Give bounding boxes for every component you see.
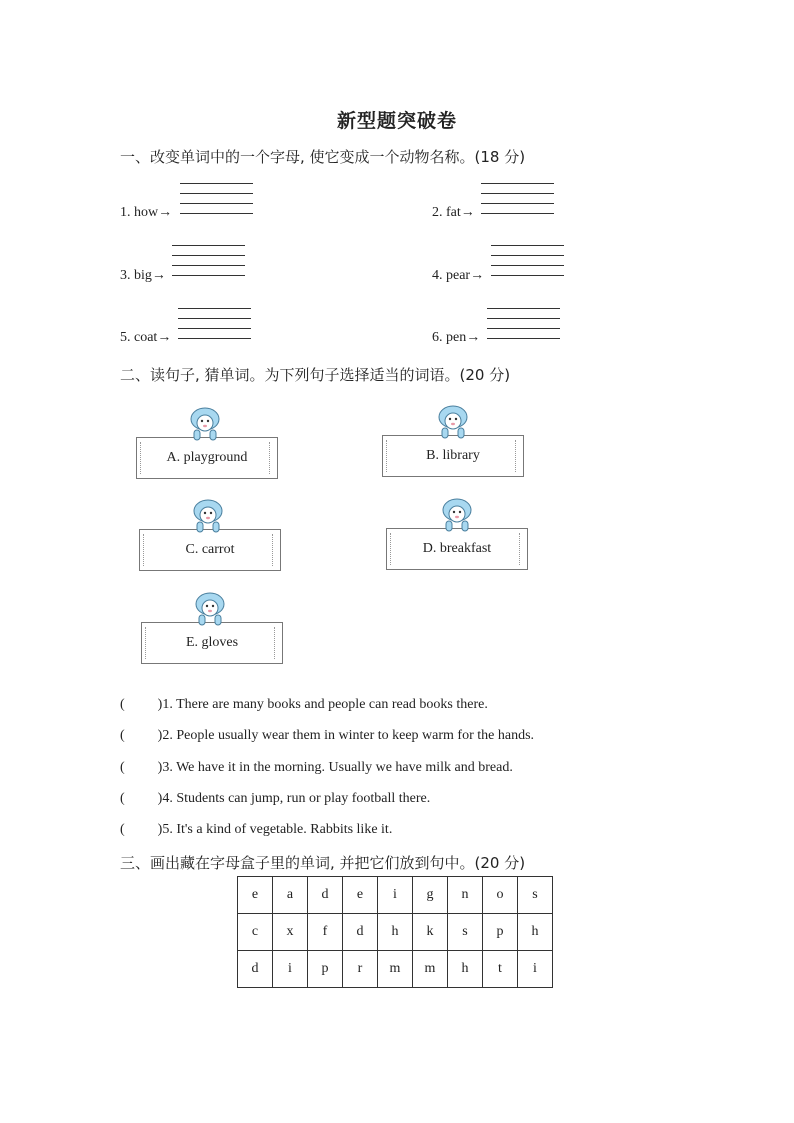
item-1-label: 1. how→: [120, 205, 173, 220]
page-title: 新型题突破卷: [336, 110, 457, 132]
letter-cell[interactable]: p: [308, 951, 343, 988]
question-1-text: 1. There are many books and people can read books there.: [162, 697, 488, 712]
letter-grid: [237, 876, 553, 988]
sheep-icon: [193, 591, 227, 627]
letter-cell[interactable]: e: [343, 877, 378, 914]
question-1-paren-open[interactable]: (: [120, 697, 125, 712]
letter-cell[interactable]: d: [238, 951, 273, 988]
question-1: [120, 697, 488, 713]
letter-grid-row: [238, 951, 553, 988]
sheep-icon: [191, 498, 225, 534]
letter-grid-row: [238, 877, 553, 914]
sheep-icon: [436, 404, 470, 440]
question-5: [120, 822, 392, 838]
letter-cell[interactable]: s: [448, 914, 483, 951]
question-5-text: 5. It's a kind of vegetable. Rabbits like it.: [162, 822, 393, 837]
item-5-label: 5. coat→: [120, 330, 172, 345]
question-4: [120, 791, 430, 807]
question-2-paren-open[interactable]: (: [120, 728, 125, 743]
letter-cell[interactable]: m: [378, 951, 413, 988]
question-2-paren-close[interactable]: ): [157, 728, 163, 743]
question-5-paren-close[interactable]: ): [157, 822, 163, 837]
word-card-c-label: C. carrot: [185, 542, 235, 557]
letter-cell[interactable]: m: [413, 951, 448, 988]
section-1-heading: 一、改变单词中的一个字母, 使它变成一个动物名称。(18 分): [120, 148, 526, 166]
sheep-icon: [188, 406, 222, 442]
letter-cell[interactable]: g: [413, 877, 448, 914]
letter-cell[interactable]: o: [483, 877, 518, 914]
item-6-label: 6. pen→: [432, 330, 481, 345]
word-card-e-label: E. gloves: [185, 635, 239, 650]
item-3-label: 3. big→: [120, 268, 166, 283]
section-3-heading: 三、画出藏在字母盒子里的单词, 并把它们放到句中。(20 分): [120, 854, 526, 872]
letter-cell[interactable]: p: [483, 914, 518, 951]
letter-cell[interactable]: t: [483, 951, 518, 988]
letter-cell[interactable]: e: [238, 877, 273, 914]
section-2-heading: 二、读句子, 猜单词。为下列句子选择适当的词语。(20 分): [120, 366, 511, 384]
letter-cell[interactable]: s: [518, 877, 553, 914]
question-1-paren-close[interactable]: ): [157, 697, 163, 712]
question-2-text: 2. People usually wear them in winter to keep warm for the hands.: [162, 728, 535, 743]
word-card-d: [386, 528, 528, 570]
letter-cell[interactable]: h: [518, 914, 553, 951]
letter-cell[interactable]: k: [413, 914, 448, 951]
letter-cell[interactable]: i: [378, 877, 413, 914]
item-2-label: 2. fat→: [432, 205, 475, 220]
letter-cell[interactable]: r: [343, 951, 378, 988]
letter-cell[interactable]: n: [448, 877, 483, 914]
question-5-paren-open[interactable]: (: [120, 822, 125, 837]
item-4-label: 4. pear→: [432, 268, 485, 283]
question-3-paren-close[interactable]: ): [157, 760, 163, 775]
word-card-c: [139, 529, 281, 571]
letter-cell[interactable]: i: [518, 951, 553, 988]
letter-cell[interactable]: d: [343, 914, 378, 951]
question-3-paren-open[interactable]: (: [120, 760, 125, 775]
letter-cell[interactable]: f: [308, 914, 343, 951]
word-card-e: [141, 622, 283, 664]
letter-cell[interactable]: h: [378, 914, 413, 951]
question-4-text: 4. Students can jump, run or play football there.: [162, 791, 431, 806]
letter-cell[interactable]: h: [448, 951, 483, 988]
letter-cell[interactable]: c: [238, 914, 273, 951]
letter-cell[interactable]: a: [273, 877, 308, 914]
word-card-b-label: B. library: [426, 448, 480, 463]
letter-cell[interactable]: d: [308, 877, 343, 914]
word-card-a: [136, 437, 278, 479]
question-3: [120, 760, 513, 776]
letter-grid-row: [238, 914, 553, 951]
sheep-icon: [440, 497, 474, 533]
word-card-b: [382, 435, 524, 477]
word-card-d-label: D. breakfast: [422, 541, 492, 556]
question-2: [120, 728, 534, 744]
question-4-paren-open[interactable]: (: [120, 791, 125, 806]
question-4-paren-close[interactable]: ): [157, 791, 163, 806]
word-card-a-label: A. playground: [166, 450, 248, 465]
letter-cell[interactable]: x: [273, 914, 308, 951]
question-3-text: 3. We have it in the morning. Usually we have milk and bread.: [162, 760, 513, 775]
letter-cell[interactable]: i: [273, 951, 308, 988]
